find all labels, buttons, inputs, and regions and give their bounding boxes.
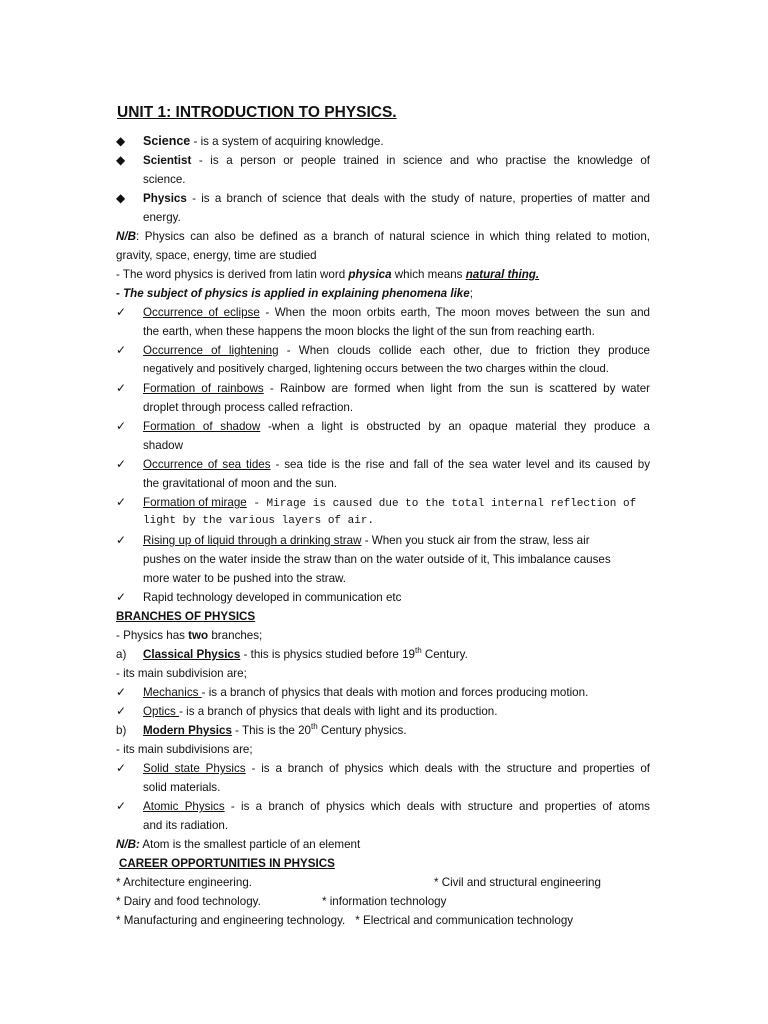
- check-mark-icon: ✓: [116, 419, 127, 433]
- definition-physics-cont: energy.: [143, 211, 181, 224]
- check-mark-icon: ✓: [116, 685, 127, 699]
- phenomenon-drinking-straw-cont2: more water to be pushed into the straw.: [143, 572, 347, 585]
- phenomenon-eclipse: Occurrence of eclipse - When the moon orbits earth, The moon moves between the sun and: [143, 306, 651, 319]
- phenomenon-mirage: Formation of mirage - Mirage is caused due to the total internal reflection of: [143, 496, 637, 510]
- career-row: * Dairy and food technology. * information technology: [116, 895, 447, 908]
- phenomenon-lightening-cont: negatively and positively charged, lightening occurs between the two charges within the cloud.: [143, 363, 609, 375]
- check-mark-icon: ✓: [116, 590, 127, 604]
- phenomenon-rainbows: Formation of rainbows - Rainbow are formed when light from the sun is scattered by water: [143, 382, 651, 395]
- check-mark-icon: ✓: [116, 305, 127, 319]
- two-branches-line: - Physics has two branches;: [116, 629, 263, 642]
- word-origin-line: - The word physics is derived from latin word physica which means natural thing.: [116, 268, 540, 281]
- branches-heading: BRANCHES OF PHYSICS: [116, 610, 256, 623]
- note-physics-definition: N/B: Physics can also be defined as a branch of natural science in which thing related to motion,: [116, 230, 650, 243]
- solid-state-item-cont: solid materials.: [143, 781, 221, 794]
- optics-item: Optics - is a branch of physics that deals with light and its production.: [143, 705, 498, 718]
- list-letter-a: a): [116, 648, 127, 661]
- phenomenon-drinking-straw-cont: pushes on the water inside the straw than on the water outside of it, This imbalance causes: [143, 553, 611, 566]
- diamond-bullet-icon: ◆: [116, 191, 126, 205]
- diamond-bullet-icon: ◆: [116, 134, 126, 148]
- check-mark-icon: ✓: [116, 533, 127, 547]
- check-mark-icon: ✓: [116, 381, 127, 395]
- definition-science: Science - is a system of acquiring knowledge.: [143, 134, 384, 148]
- phenomenon-sea-tides: Occurrence of sea tides - sea tide is the rise and fall of the sea water level and its caused by: [143, 458, 651, 471]
- career-row: * Architecture engineering. * Civil and structural engineering: [116, 876, 601, 889]
- check-mark-icon: ✓: [116, 761, 127, 775]
- phenomenon-sea-tides-cont: the gravitational of moon and the sun.: [143, 477, 338, 490]
- check-mark-icon: ✓: [116, 799, 127, 813]
- note-physics-definition-cont: gravity, space, energy, time are studied: [116, 249, 317, 262]
- phenomenon-shadow-cont: shadow: [143, 439, 183, 452]
- classical-subdivision-line: - its main subdivision are;: [116, 667, 247, 680]
- atomic-physics-item: Atomic Physics - is a branch of physics which deals with structure and properties of atoms: [143, 800, 650, 813]
- phenomenon-technology: Rapid technology developed in communication etc: [143, 591, 402, 604]
- phenomenon-drinking-straw: Rising up of liquid through a drinking straw - When you stuck air from the straw, less air: [143, 534, 590, 547]
- career-heading: CAREER OPPORTUNITIES IN PHYSICS: [119, 857, 335, 870]
- phenomenon-shadow: Formation of shadow -when a light is obstructed by an opaque material they produce a: [143, 420, 651, 433]
- atomic-physics-item-cont: and its radiation.: [143, 819, 229, 832]
- definition-scientist: Scientist - is a person or people trained in science and who practise the knowledge of: [143, 154, 650, 167]
- phenomenon-mirage-cont: light by the various layers of air.: [143, 515, 375, 527]
- check-mark-icon: ✓: [116, 495, 127, 509]
- page-title: UNIT 1: INTRODUCTION TO PHYSICS.: [117, 104, 397, 121]
- modern-subdivision-line: - its main subdivisions are;: [116, 743, 253, 756]
- check-mark-icon: ✓: [116, 343, 127, 357]
- note-atom: N/B: Atom is the smallest particle of an element: [116, 838, 361, 851]
- phenomenon-eclipse-cont: the earth, when these happens the moon blocks the light of the sun from reaching earth.: [143, 325, 595, 338]
- solid-state-item: Solid state Physics - is a branch of physics which deals with the structure and properties of: [143, 762, 650, 775]
- definition-scientist-cont: science.: [143, 173, 186, 186]
- definition-physics: Physics - is a branch of science that deals with the study of nature, properties of matter and: [143, 192, 650, 205]
- career-row: * Manufacturing and engineering technology. * Electrical and communication technology: [116, 914, 574, 927]
- diamond-bullet-icon: ◆: [116, 153, 126, 167]
- list-letter-b: b): [116, 724, 127, 737]
- classical-physics-line: Classical Physics - this is physics studied before 19th Century.: [143, 646, 468, 661]
- subject-line: - The subject of physics is applied in explaining phenomena like;: [116, 287, 473, 300]
- check-mark-icon: ✓: [116, 457, 127, 471]
- check-mark-icon: ✓: [116, 704, 127, 718]
- phenomenon-rainbows-cont: droplet through process called refraction.: [143, 401, 354, 414]
- mechanics-item: Mechanics - is a branch of physics that deals with motion and forces producing motion.: [143, 686, 589, 699]
- modern-physics-line: Modern Physics - This is the 20th Century physics.: [143, 722, 407, 737]
- phenomenon-lightening: Occurrence of lightening - When clouds collide each other, due to friction they produce: [143, 344, 650, 357]
